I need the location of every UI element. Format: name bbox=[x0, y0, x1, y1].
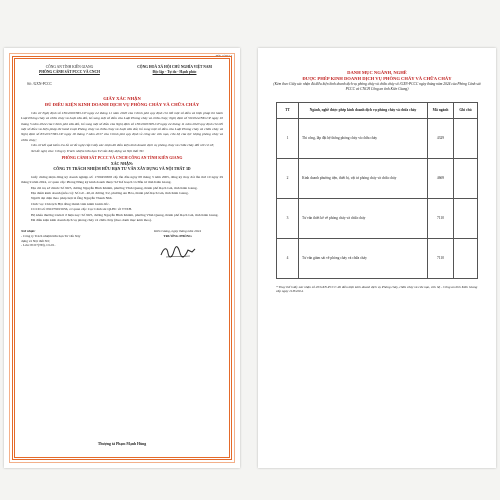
recipient-1-cont: dựng và Nội thất 3D; bbox=[21, 238, 50, 243]
appendix-subtitle: (Kèm theo Giấy xác nhận đủ điều kiện kinh doanh dịch vụ phòng cháy và chữa cháy số /GXN-PCCC ngày tháng năm 2024 của Phòng Cảnh sát PCCC và CNCH Công an tỉnh Kiên Giang) bbox=[273, 82, 481, 91]
certificate-border bbox=[12, 56, 232, 460]
row-note bbox=[454, 118, 478, 158]
recipient-2: - Lưu: PC07(TĐ), Cb.01. bbox=[21, 243, 56, 248]
row-code: 4669 bbox=[428, 158, 454, 198]
residence: Hộ khẩu thường trú/nơi ở hiện nay: Số 90/5, đường Nguyễn Bỉnh Khiêm, phường Vĩnh Quang, thành phố Rạch Giá, tỉnh Kiên Giang. bbox=[31, 212, 219, 217]
row-name: Thi công, lắp đặt hệ thống phòng cháy và chữa cháy bbox=[299, 118, 428, 158]
head-office-address: Địa chỉ trụ sở chính: Số 90/5, đường Nguyễn Bỉnh Khiêm, phường Vĩnh Quang, thành phố Rạch Giá, tỉnh Kiên Giang. bbox=[31, 185, 198, 190]
row-tt: 2 bbox=[277, 158, 299, 198]
national-motto: Độc lập - Tự do - Hạnh phúc bbox=[152, 69, 197, 74]
certificate-title bbox=[21, 96, 223, 108]
eligibility-statement: Đủ điều kiện kinh doanh dịch vụ phòng cháy và chữa cháy (theo danh mục kèm theo). bbox=[31, 218, 152, 223]
company-details bbox=[21, 175, 223, 224]
national-title: CỘNG HOÀ XÃ HỘI CHỦ NGHĨA VIỆT NAM bbox=[137, 65, 212, 69]
signature-area bbox=[21, 229, 223, 264]
table-row bbox=[277, 158, 478, 198]
preamble bbox=[21, 111, 223, 154]
col-header-code: Mã ngành bbox=[428, 102, 454, 118]
row-tt: 3 bbox=[277, 198, 299, 238]
preamble-legal-basis: Căn cứ Nghị định số 136/2020/NĐ-CP ngày 24 tháng 11 năm 2020 của Chính phủ quy định chi tiết một số điều và biện pháp thi hành Luật Phòng cháy và chữa cháy và Luật sửa đổi, bổ sung một số điều của Luật Phòng cháy và chữa cháy; Nghị định số 50/2024/NĐ-CP ngày 10 tháng 5 năm 2024 của Chính phủ sửa đổi, bổ sung một số điều của Nghị định số 136/2020/NĐ-CP ngày 24 tháng 11 năm 2020 quy định chi tiết một số điều và biện pháp thi hành Luật Phòng cháy và chữa cháy và Luật sửa đổi, bổ sung một số điều của Luật Phòng cháy và chữa cháy và Nghị định số 83/2017/NĐ-CP ngày 18 tháng 7 năm 2017 của Chính phủ quy định về công tác cứu nạn, cứu hộ của lực lượng phòng cháy và chữa cháy; bbox=[21, 110, 223, 142]
col-header-tt: TT bbox=[277, 102, 299, 118]
row-note bbox=[454, 198, 478, 238]
title-line-2: ĐỦ ĐIỀU KIỆN KINH DOANH DỊCH VỤ PHÒNG CHÁY VÀ CHỮA CHÁY bbox=[44, 101, 200, 107]
col-header-name: Ngành, nghề được phép kinh doanh dịch vụ phòng cháy và chữa cháy bbox=[299, 102, 428, 118]
row-name: Tư vấn giám sát về phòng cháy và chữa cháy bbox=[299, 238, 428, 278]
recipient-1: - Công ty Trách nhiệm hữu hạn Tư vấn Xây bbox=[21, 234, 81, 239]
form-number: Mẫu số PC14 bbox=[215, 54, 232, 58]
issuing-authority: PHÒNG CẢNH SÁT PCCC VÀ CNCH CÔNG AN TỈNH KIÊN GIANG bbox=[61, 156, 183, 161]
preamble-request: Xét đề nghị của: Công ty Trách nhiệm hữu hạn Tư vấn Xây dựng và Nội thất 3D bbox=[31, 148, 144, 153]
recipients bbox=[21, 229, 112, 264]
signer-role: TRƯỞNG PHÒNG bbox=[163, 234, 192, 239]
appendix-page bbox=[258, 48, 496, 468]
recipients-label: Nơi nhận: bbox=[21, 229, 36, 234]
preamble-review: Căn cứ kết quả kiểm tra hồ sơ đề nghị cấp Giấy xác nhận đủ điều kiện kinh doanh dịch vụ phòng cháy và chữa cháy đối với cơ sở; bbox=[31, 143, 215, 148]
department-name: PHÒNG CẢNH SÁT PCCC VÀ CNCH bbox=[39, 69, 100, 74]
appendix-title-line-2: ĐƯỢC PHÉP KINH DOANH DỊCH VỤ PHÒNG CHÁY VÀ CHỮA CHÁY bbox=[302, 76, 452, 81]
certificate-page bbox=[4, 48, 240, 468]
row-code: 4329 bbox=[428, 118, 454, 158]
header-left bbox=[21, 65, 118, 74]
row-code: 7110 bbox=[428, 238, 454, 278]
signer-name: Thượng tá Phạm Mạnh Hùng bbox=[97, 442, 147, 447]
table-header-row bbox=[277, 102, 478, 118]
header-right bbox=[126, 65, 223, 74]
certificate-content bbox=[21, 65, 223, 451]
title-line-1: GIẤY XÁC NHẬN bbox=[103, 95, 141, 101]
business-registration: Giấy chứng nhận đăng ký doanh nghiệp số: 1700459658 cấp lần đầu ngày 08 tháng 3 năm 2005, đăng ký thay đổi lần thứ 10 ngày 29 tháng 9 năm 2024, cơ quan cấp: Phòng Đăng ký kinh doanh thuộc Sở Kế hoạch và Đầu tư tỉnh Kiên Giang. bbox=[21, 174, 223, 185]
replacement-footnote: * Thay thế Giấy xác nhận số 20/GXN-PCCC đủ điều kiện kinh doanh dịch vụ Phòng cháy, chữa cháy và cứu nạn, cứu hộ - Công an tỉnh Kiên Giang cấp ngày 11/8/2024. bbox=[276, 284, 478, 294]
position: Chức vụ: Chủ tịch Hội đồng thành viên kiêm Giám đốc. bbox=[31, 201, 110, 206]
appendix-title bbox=[258, 70, 496, 82]
signature-block bbox=[132, 229, 223, 264]
signature-icon bbox=[132, 239, 223, 265]
business-lines-table bbox=[276, 102, 478, 279]
row-name: Tư vấn thiết kế về phòng cháy và chữa cháy bbox=[299, 198, 428, 238]
row-note bbox=[454, 158, 478, 198]
document-code: Số: /GXN-PCCC bbox=[27, 82, 52, 87]
id-card: CCCD số: 091079015656, cơ quan cấp: Cục Cảnh sát QLHC về TTXH. bbox=[31, 207, 133, 212]
document-header bbox=[21, 65, 223, 74]
place-date: Kiên Giang, ngày tháng năm 2024 bbox=[154, 229, 201, 234]
confirm-label: XÁC NHẬN: bbox=[110, 161, 134, 166]
row-tt: 4 bbox=[277, 238, 299, 278]
table-row bbox=[277, 238, 478, 278]
company-name: CÔNG TY TRÁCH NHIỆM HỮU HẠN TƯ VẤN XÂY DỰNG VÀ NỘI THẤT 3D bbox=[53, 167, 191, 172]
appendix-title-line-1: DANH MỤC NGÀNH, NGHỀ bbox=[347, 70, 407, 75]
legal-representative: Người đại diện theo pháp luật là Ông Nguyễn Thanh Nhã. bbox=[31, 196, 113, 201]
row-name: Kinh doanh phương tiện, thiết bị, vật tư phòng cháy và chữa cháy bbox=[299, 158, 428, 198]
table-row bbox=[277, 118, 478, 158]
row-note bbox=[454, 238, 478, 278]
row-tt: 1 bbox=[277, 118, 299, 158]
col-header-note: Ghi chú bbox=[454, 102, 478, 118]
table-row bbox=[277, 198, 478, 238]
business-location: Địa điểm kinh doanh (nếu có): Số G0 - 40,41 đường 3/2, phường An Hòa, thành phố Rạch Giá, tỉnh Kiên Giang. bbox=[31, 191, 189, 196]
agency-name: CÔNG AN TỈNH KIÊN GIANG bbox=[45, 65, 94, 69]
row-code: 7110 bbox=[428, 198, 454, 238]
